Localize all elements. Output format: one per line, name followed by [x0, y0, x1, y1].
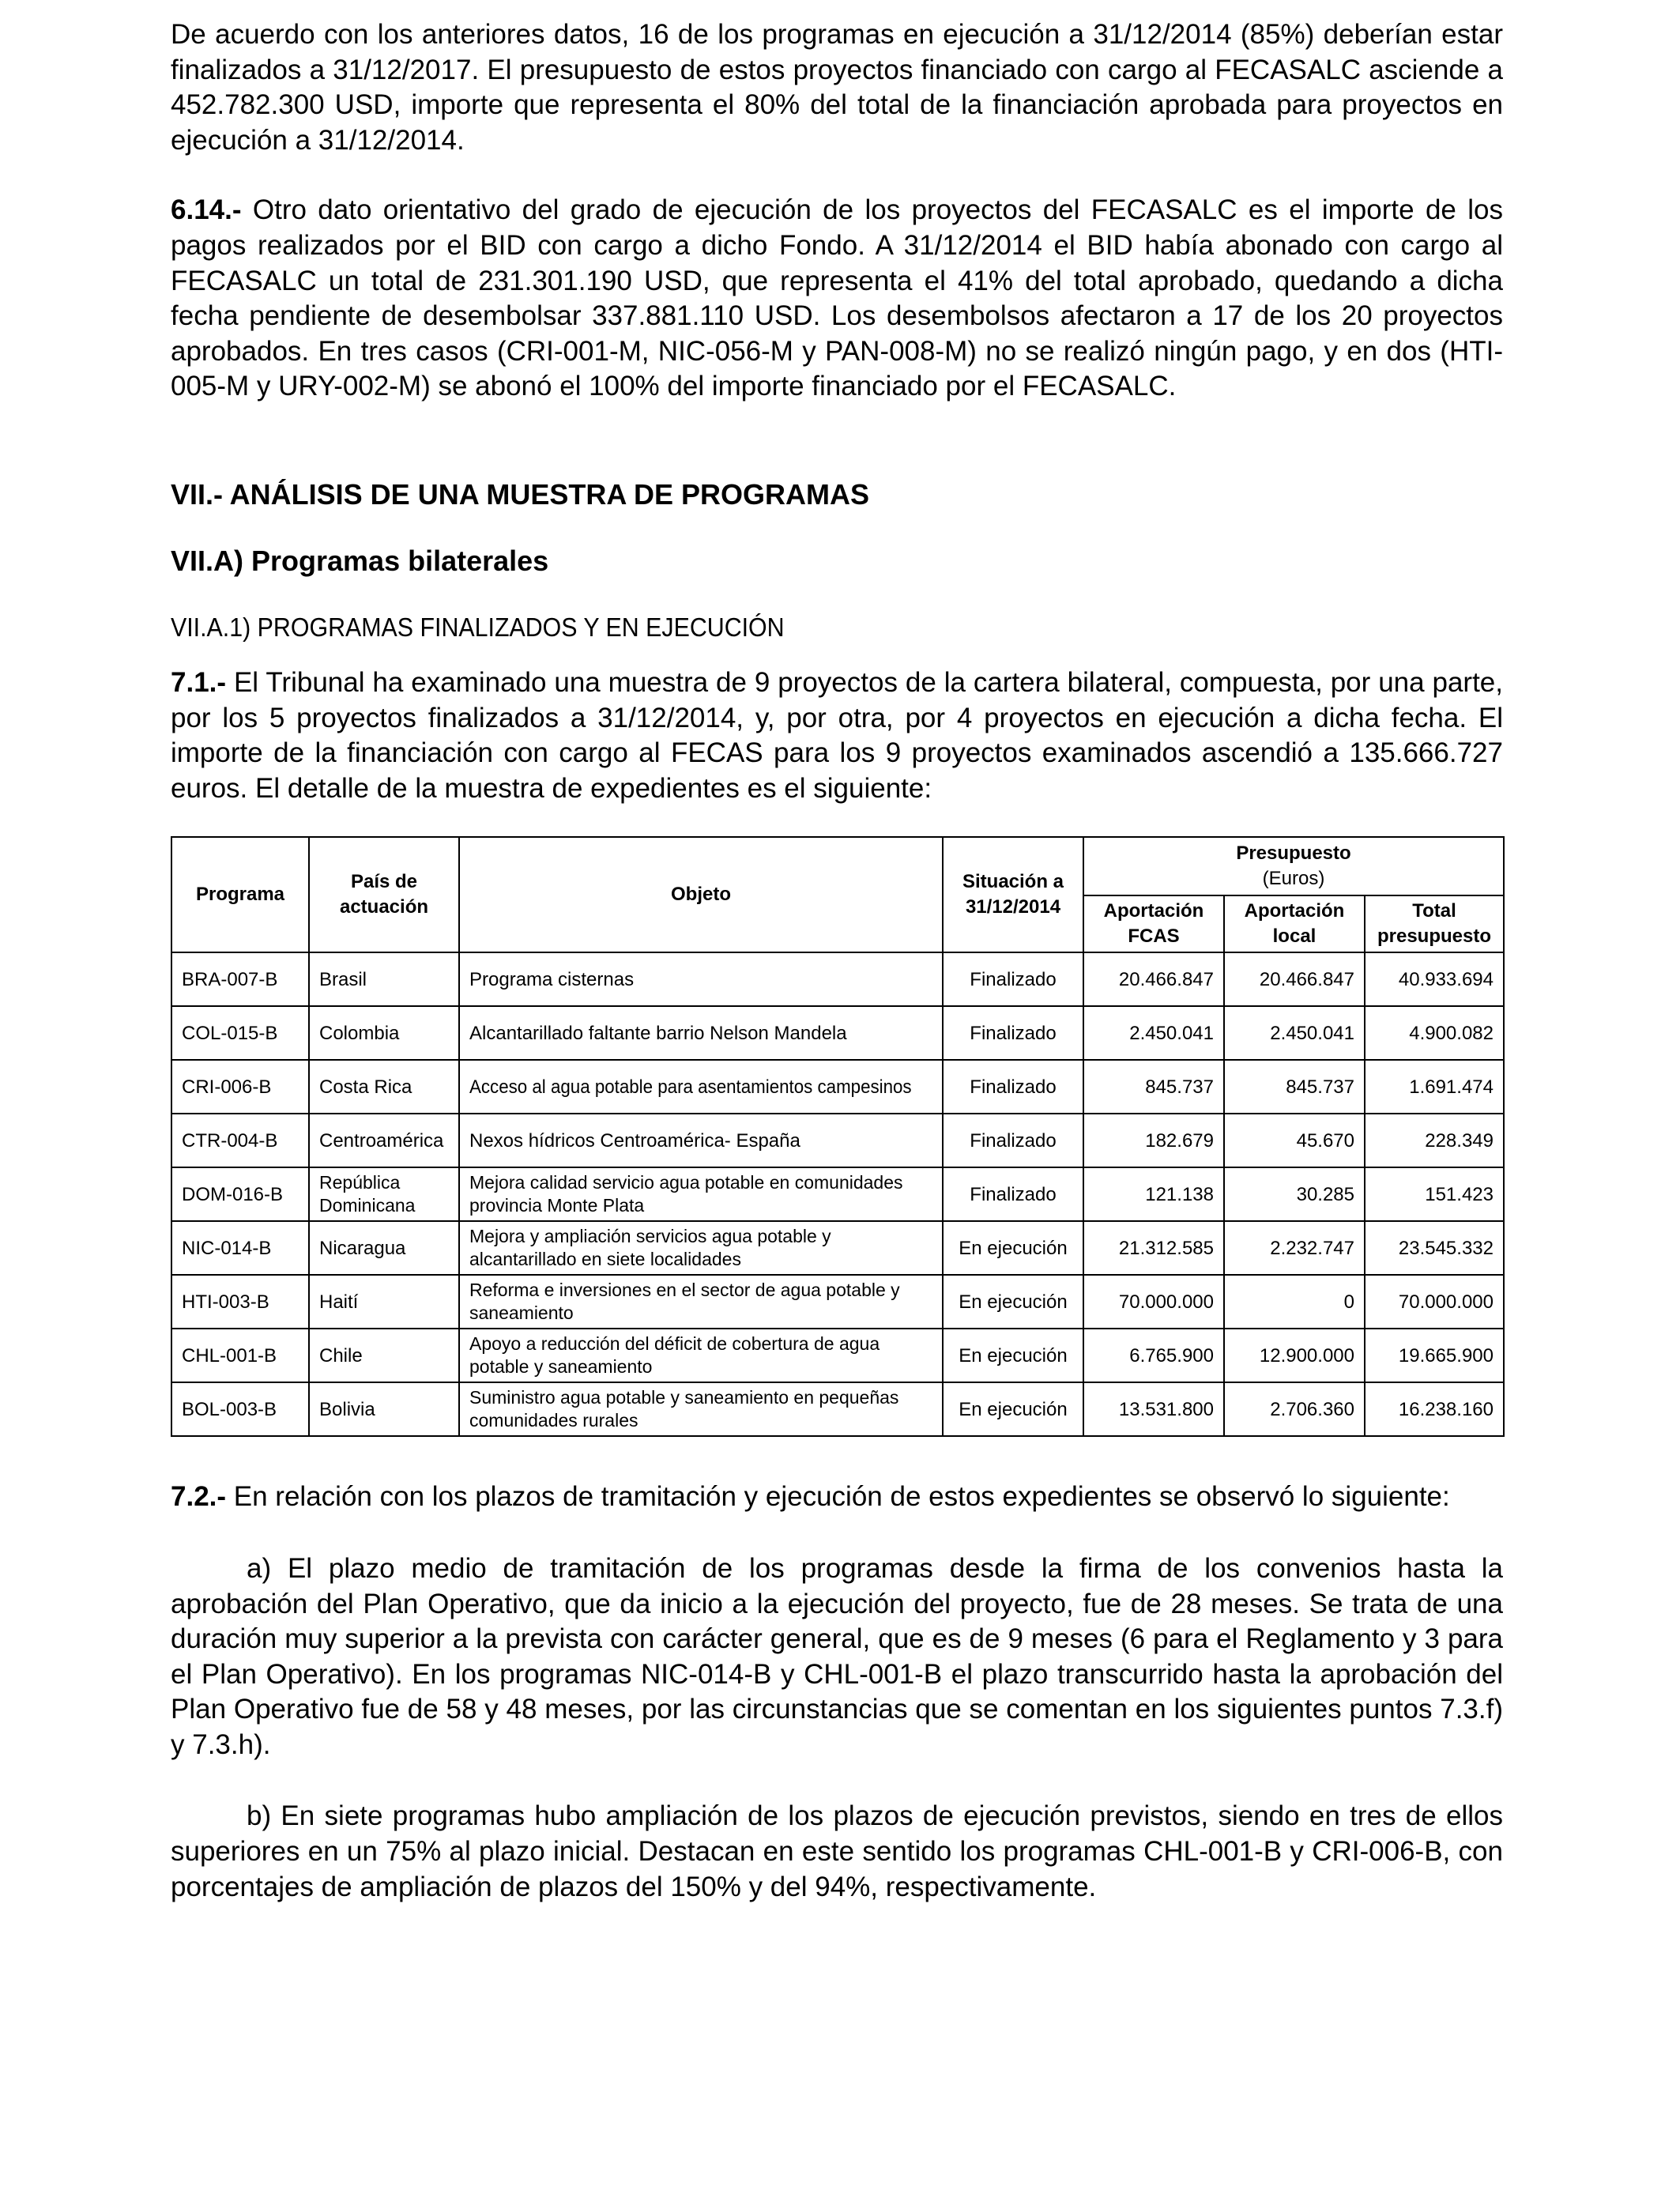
subsubsection-heading: VII.A.1) PROGRAMAS FINALIZADOS Y EN EJECUCIÓN — [171, 612, 785, 642]
cell-total: 70.000.000 — [1365, 1275, 1504, 1329]
paragraph-number: 7.2.- — [171, 1481, 227, 1513]
cell-situacion: Finalizado — [943, 1114, 1083, 1167]
cell-local: 45.670 — [1224, 1114, 1365, 1167]
cell-objeto: Alcantarillado faltante barrio Nelson Mandela — [459, 1006, 943, 1060]
header-euros-label: (Euros) — [1262, 868, 1325, 890]
table-row — [171, 1329, 1504, 1382]
cell-fcas: 13.531.800 — [1083, 1382, 1224, 1436]
cell-fcas: 70.000.000 — [1083, 1275, 1224, 1329]
cell-pais: Brasil — [309, 952, 459, 1006]
cell-total: 1.691.474 — [1365, 1060, 1504, 1114]
cell-total: 40.933.694 — [1365, 952, 1504, 1006]
cell-programa: BOL-003-B — [171, 1382, 309, 1436]
cell-situacion: Finalizado — [943, 952, 1083, 1006]
section-heading: VII.- ANÁLISIS DE UNA MUESTRA DE PROGRAMAS — [171, 477, 870, 511]
subsection-heading: VII.A) Programas bilaterales — [171, 544, 549, 577]
header-objeto: Objeto — [459, 837, 943, 952]
cell-objeto: Mejora calidad servicio agua potable en comunidades provincia Monte Plata — [459, 1167, 943, 1221]
cell-local: 12.900.000 — [1224, 1329, 1365, 1382]
cell-pais: República Dominicana — [309, 1167, 459, 1221]
paragraph-7-2 — [171, 1480, 1503, 1515]
document-page — [171, 17, 1503, 1905]
cell-situacion: En ejecución — [943, 1221, 1083, 1275]
cell-situacion: En ejecución — [943, 1382, 1083, 1436]
cell-pais: Costa Rica — [309, 1060, 459, 1114]
paragraph-text: Otro dato orientativo del grado de ejecución de los proyectos del FECASALC es el importe de los pagos realizados por el BID con cargo a dicho Fondo. A 31/12/2014 el BID había abonado con cargo al FECASALC un total de 231.301.190 USD, que representa el 41% del total aprobado, quedando a dicha fecha pendiente de desembolsar 337.881.110 USD. Los desembolsos afectaron a 17 de los 20 proyectos aprobados. En tres casos (CRI-001-M, NIC-056-M y PAN-008-M) no se realizó ningún pago, y en dos (HTI-005-M y URY-002-M) se abonó el 100% del importe financiado por el FECASALC. — [171, 194, 1503, 402]
cell-objeto: Nexos hídricos Centroamérica- España — [459, 1114, 943, 1167]
cell-objeto-text: Acceso al agua potable para asentamientos campesinos — [469, 1076, 912, 1098]
cell-fcas: 20.466.847 — [1083, 952, 1224, 1006]
cell-programa: COL-015-B — [171, 1006, 309, 1060]
cell-objeto: Reforma e inversiones en el sector de agua potable y saneamiento — [459, 1275, 943, 1329]
cell-objeto: Apoyo a reducción del déficit de cobertura de agua potable y saneamiento — [459, 1329, 943, 1382]
cell-objeto: Mejora y ampliación servicios agua potable y alcantarillado en siete localidades — [459, 1221, 943, 1275]
cell-objeto: Suministro agua potable y saneamiento en pequeñas comunidades rurales — [459, 1382, 943, 1436]
cell-fcas: 182.679 — [1083, 1114, 1224, 1167]
cell-total: 4.900.082 — [1365, 1006, 1504, 1060]
cell-total: 19.665.900 — [1365, 1329, 1504, 1382]
table-row — [171, 1114, 1504, 1167]
cell-local: 2.232.747 — [1224, 1221, 1365, 1275]
table-row — [171, 1221, 1504, 1275]
paragraph-7-2-a: a) El plazo medio de tramitación de los programas desde la firma de los convenios hasta la aprobación del Plan Operativo, que da inicio a la ejecución del proyecto, fue de 28 meses. Se trata de una duración muy superior a la prevista con carácter general, que es de 9 meses (6 para el Reglamento y 3 para el Plan Operativo). En los programas NIC-014-B y CHL-001-B el plazo transcurrido hasta la aprobación del Plan Operativo fue de 58 y 48 meses, por las circunstancias que se comentan en los siguientes puntos 7.3.f) y 7.3.h). — [171, 1552, 1503, 1760]
cell-local: 30.285 — [1224, 1167, 1365, 1221]
cell-pais: Bolivia — [309, 1382, 459, 1436]
header-situacion: Situación a 31/12/2014 — [943, 837, 1083, 952]
cell-situacion: Finalizado — [943, 1060, 1083, 1114]
cell-fcas: 6.765.900 — [1083, 1329, 1224, 1382]
cell-pais: Chile — [309, 1329, 459, 1382]
cell-programa: CTR-004-B — [171, 1114, 309, 1167]
cell-programa: DOM-016-B — [171, 1167, 309, 1221]
cell-total: 23.545.332 — [1365, 1221, 1504, 1275]
cell-situacion: En ejecución — [943, 1329, 1083, 1382]
cell-pais: Centroamérica — [309, 1114, 459, 1167]
paragraph-text: En relación con los plazos de tramitación y ejecución de estos expedientes se observó lo siguiente: — [226, 1481, 1450, 1513]
cell-local: 845.737 — [1224, 1060, 1365, 1114]
cell-local: 2.450.041 — [1224, 1006, 1365, 1060]
cell-local: 20.466.847 — [1224, 952, 1365, 1006]
cell-local: 2.706.360 — [1224, 1382, 1365, 1436]
paragraph-6-14 — [171, 193, 1503, 405]
table-row — [171, 1382, 1504, 1436]
table-row — [171, 1167, 1504, 1221]
header-programa: Programa — [171, 837, 309, 952]
cell-local: 0 — [1224, 1275, 1365, 1329]
paragraph-6-13-continuation: De acuerdo con los anteriores datos, 16 de los programas en ejecución a 31/12/2014 (85%) deberían estar finalizados a 31/12/2017. El presupuesto de estos proyectos financiado con cargo al FECASALC asciende a 452.782.300 USD, importe que representa el 80% del total de la financiación aprobada para proyectos en ejecución a 31/12/2014. — [171, 19, 1503, 156]
header-presupuesto — [1083, 837, 1504, 895]
paragraph-text: El Tribunal ha examinado una muestra de 9 proyectos de la cartera bilateral, compuesta, por una parte, por los 5 proyectos finalizados a 31/12/2014, y, por otra, por 4 proyectos en ejecución a dicha fecha. El importe de la financiación con cargo al FECAS para los 9 proyectos examinados ascendió a 135.666.727 euros. El detalle de la muestra de expedientes es el siguiente: — [171, 666, 1503, 804]
cell-situacion: Finalizado — [943, 1167, 1083, 1221]
cell-total: 228.349 — [1365, 1114, 1504, 1167]
cell-fcas: 845.737 — [1083, 1060, 1224, 1114]
cell-programa: CHL-001-B — [171, 1329, 309, 1382]
cell-programa: HTI-003-B — [171, 1275, 309, 1329]
cell-pais: Haití — [309, 1275, 459, 1329]
cell-pais: Colombia — [309, 1006, 459, 1060]
cell-programa: CRI-006-B — [171, 1060, 309, 1114]
header-aportacion-fcas: Aportación FCAS — [1083, 895, 1224, 952]
table-row — [171, 1275, 1504, 1329]
paragraph-7-1 — [171, 665, 1503, 806]
cell-objeto: Programa cisternas — [459, 952, 943, 1006]
cell-pais: Nicaragua — [309, 1221, 459, 1275]
cell-total: 16.238.160 — [1365, 1382, 1504, 1436]
table-row — [171, 1060, 1504, 1114]
cell-situacion: Finalizado — [943, 1006, 1083, 1060]
table-row — [171, 1006, 1504, 1060]
header-pais: País de actuación — [309, 837, 459, 952]
cell-fcas: 121.138 — [1083, 1167, 1224, 1221]
paragraph-7-2-b: b) En siete programas hubo ampliación de los plazos de ejecución previstos, siendo en tres de ellos superiores en un 75% al plazo inicial. Destacan en este sentido los programas CHL-001-B y CRI-006-B, con porcentajes de ampliación de plazos del 150% y del 94%, respectivamente. — [171, 1800, 1503, 1902]
cell-total: 151.423 — [1365, 1167, 1504, 1221]
cell-situacion: En ejecución — [943, 1275, 1083, 1329]
paragraph-number: 7.1.- — [171, 666, 227, 698]
cell-fcas: 21.312.585 — [1083, 1221, 1224, 1275]
sample-programs-table — [171, 836, 1505, 1437]
cell-programa: NIC-014-B — [171, 1221, 309, 1275]
header-aportacion-local: Aportación local — [1224, 895, 1365, 952]
table-row — [171, 952, 1504, 1006]
paragraph-number: 6.14.- — [171, 194, 242, 226]
header-total-presupuesto: Total presupuesto — [1365, 895, 1504, 952]
cell-fcas: 2.450.041 — [1083, 1006, 1224, 1060]
cell-objeto — [459, 1060, 943, 1114]
header-presupuesto-label: Presupuesto — [1236, 843, 1351, 865]
cell-programa: BRA-007-B — [171, 952, 309, 1006]
